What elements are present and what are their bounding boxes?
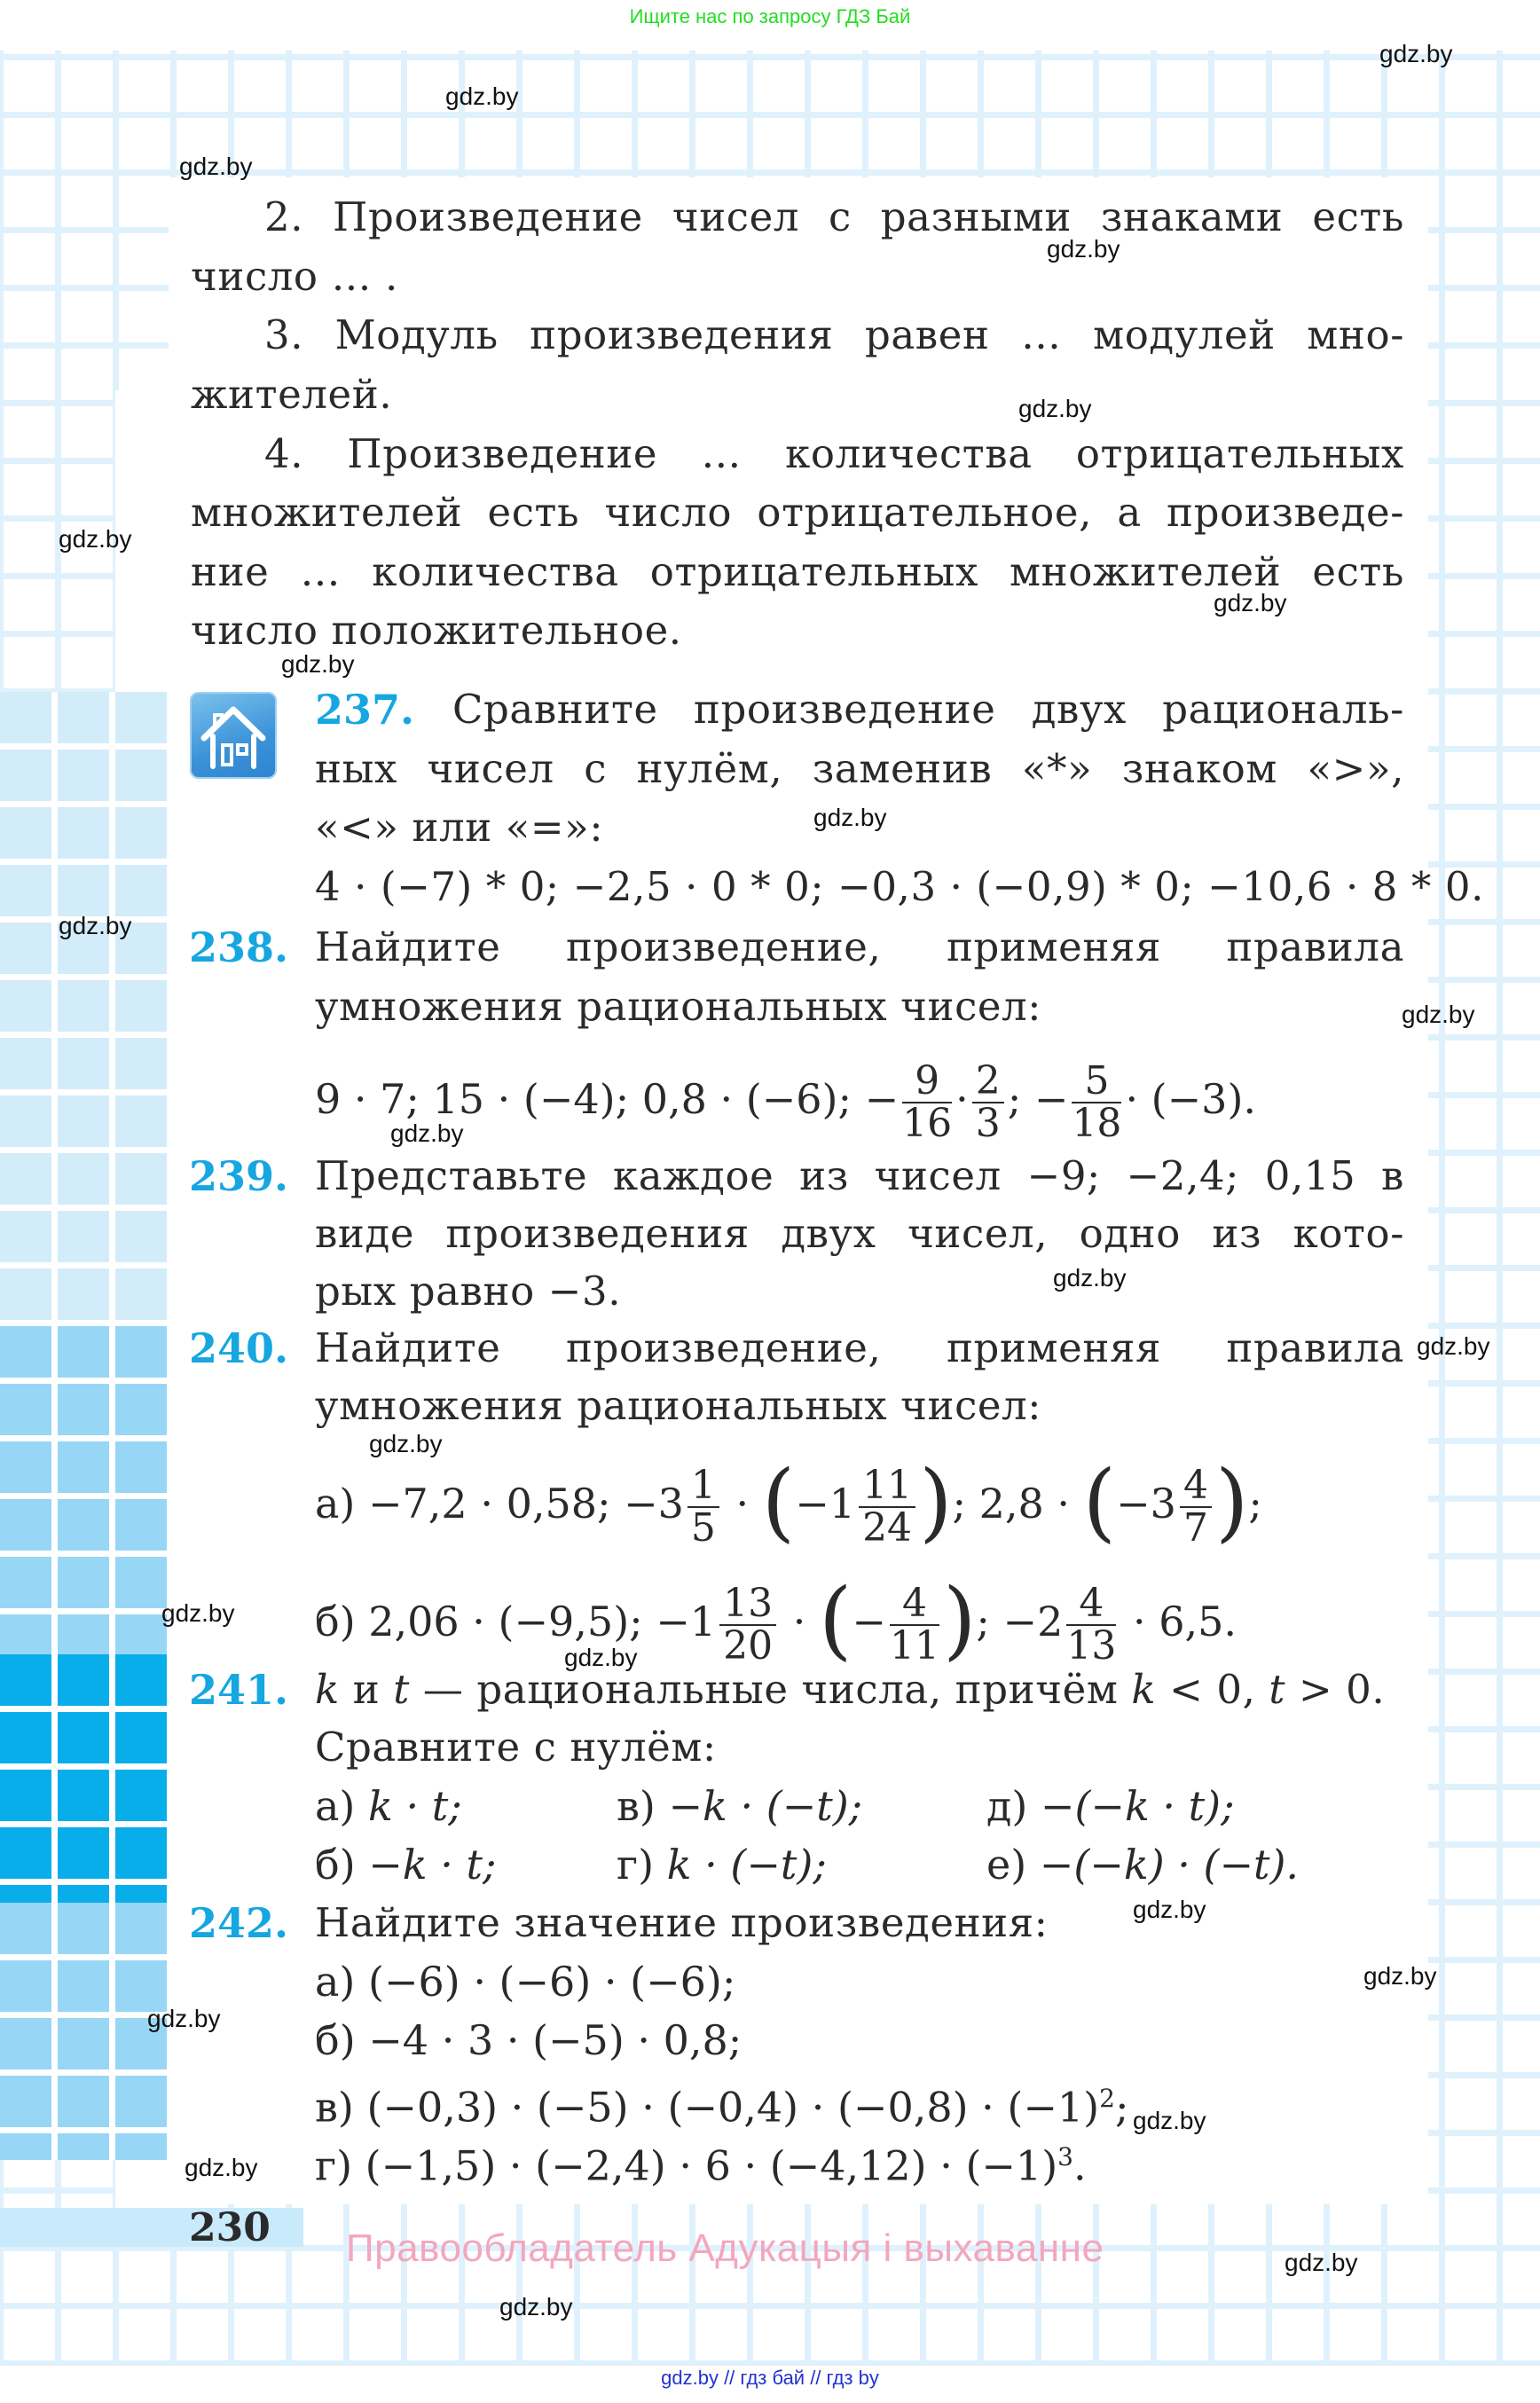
watermark: gdz.by (813, 804, 887, 831)
watermark: gdz.by (1053, 1264, 1127, 1292)
home-icon-glyph (190, 692, 277, 779)
fraction: $\frac{5}{18}$ (1072, 1058, 1122, 1146)
margin-tiles-light (0, 692, 169, 1326)
watermark: gdz.by (1417, 1332, 1490, 1360)
site-links-banner: gdz.by // гдз бай // гдз by (661, 2367, 879, 2389)
exercise-241-item-d: д) −(−k · t); (986, 1782, 1235, 1830)
exercise-241-line-1: k и t — рациональные числа, причём k < 0, t > 0. (315, 1666, 1386, 1713)
watermark: gdz.by (1133, 2107, 1206, 2134)
copyright-notice: Правообладатель Адукацыя і выхаванне (346, 2226, 1104, 2270)
exercise-242-part-a: а) (−6) · (−6) · (−6); (315, 1958, 736, 2006)
fraction: $\frac{9}{16}$ (902, 1058, 953, 1146)
watermark: gdz.by (1363, 1962, 1437, 1990)
fraction: $\frac{1}{5}$ (688, 1465, 719, 1549)
watermark: gdz.by (161, 1599, 235, 1627)
exercise-number-241: 241. (189, 1666, 289, 1714)
exercise-number-237: 237. (315, 686, 415, 734)
exercise-number-238: 238. (189, 923, 289, 971)
home-icon (190, 692, 277, 779)
watermark: gdz.by (1379, 40, 1453, 67)
exercise-240-part-a: а) −7,2 · 0,58; −3 $\frac{1}{5}$ · (−1 $\frac{11}{24}$ ); 2,8 · (−3 $\frac{4}{7}$ ); (315, 1452, 1262, 1551)
watermark: gdz.by (179, 153, 253, 180)
rule-2-line-2: число … . (191, 253, 398, 300)
exercise-242-part-v: в) $(-0,3) \cdot (-5) \cdot (-0,4) \cdot (-0,8) \cdot (-1)^2$; (315, 2083, 1129, 2132)
fraction: $\frac{2}{3}$ (972, 1061, 1004, 1144)
exercise-237-line-3: «<» или «=»: (315, 804, 604, 851)
search-banner: Ищите нас по запросу ГДЗ Бай (629, 5, 911, 27)
watermark: gdz.by (1402, 1001, 1475, 1028)
exercise-242-line-1: Найдите значение произведения: (315, 1899, 1049, 1946)
fraction: $\frac{13}{20}$ (719, 1583, 776, 1667)
margin-tiles-dark (0, 1654, 169, 1903)
exercise-238-line-2: умножения рациональных чисел: (315, 983, 1042, 1030)
exercise-242-part-b: б) −4 · 3 · (−5) · 0,8; (315, 2016, 742, 2064)
watermark: gdz.by (59, 525, 132, 553)
rule-3-line-2: жителей. (191, 371, 393, 418)
watermark: gdz.by (1214, 589, 1287, 616)
exercise-241-item-g: г) k · (−t); (617, 1841, 827, 1889)
exercise-238-line-1: Найдите произведение, применяя правила (315, 923, 1404, 970)
exercise-240-part-b: б) 2,06 · (−9,5); −1 $\frac{13}{20}$ · (− $\frac{4}{11}$ ); −2 $\frac{4}{13}$ · 6,5. (315, 1570, 1237, 1669)
rule-2-line-1: 2. Произведение чисел с разными знаками есть (264, 193, 1404, 240)
exercise-237-line-1: Сравните произведение двух рациональ- (452, 686, 1404, 733)
fraction: $\frac{4}{7}$ (1180, 1465, 1212, 1549)
exercise-237-expression: 4 · (−7) * 0; −2,5 · 0 * 0; −0,3 · (−0,9) * 0; −10,6 · 8 * 0. (315, 863, 1485, 910)
watermark: gdz.by (445, 82, 519, 110)
exercise-237-line-2: ных чисел с нулём, заменив «*» знаком «>», (315, 745, 1404, 792)
fraction: $\frac{4}{11}$ (889, 1581, 939, 1669)
rule-4-line-1: 4. Произведение … количества отрицательных (264, 430, 1404, 477)
watermark: gdz.by (281, 650, 355, 678)
exercise-241-item-b: б) −k · t; (315, 1841, 497, 1889)
watermark: gdz.by (369, 1430, 443, 1457)
exercise-240-line-1: Найдите произведение, применяя правила (315, 1324, 1404, 1371)
watermark: gdz.by (499, 2293, 573, 2321)
watermark: gdz.by (1133, 1896, 1206, 1923)
exercise-238-expression: 9 · 7; 15 · (−4); 0,8 · (−6); − $\frac{9}{16}$ · $\frac{2}{3}$ ; − $\frac{5}{18}$ · (−3). (315, 1058, 1257, 1146)
exercise-number-242: 242. (189, 1899, 289, 1947)
margin-tiles-medium-lower (0, 1903, 169, 2160)
exercise-241-item-e: е) −(−k) · (−t). (986, 1841, 1300, 1889)
fraction: $\frac{11}{24}$ (859, 1465, 915, 1549)
exercise-241-item-a: а) k · t; (315, 1782, 462, 1830)
watermark: gdz.by (185, 2154, 258, 2181)
watermark: gdz.by (147, 2005, 221, 2032)
watermark: gdz.by (564, 1644, 638, 1671)
rule-3-line-1: 3. Модуль произведения равен … модулей мно- (264, 311, 1404, 358)
rule-4-line-3: ние … количества отрицательных множителей есть (191, 548, 1404, 595)
watermark: gdz.by (1018, 395, 1092, 422)
exercise-241-line-2: Сравните с нулём: (315, 1724, 717, 1771)
rule-4-line-2: множителей есть число отрицательное, а произведе- (191, 489, 1404, 536)
exercise-241-item-v: в) −k · (−t); (617, 1782, 863, 1830)
watermark: gdz.by (390, 1119, 464, 1147)
page-number: 230 (189, 2205, 271, 2250)
exercise-239-line-2: виде произведения двух чисел, одно из кото- (315, 1210, 1404, 1257)
exercise-242-part-g: г) $(-1,5) \cdot (-2,4) \cdot 6 \cdot (-4,12) \cdot (-1)^3$. (315, 2141, 1087, 2190)
exercise-240-line-2: умножения рациональных чисел: (315, 1382, 1042, 1429)
watermark: gdz.by (1285, 2249, 1358, 2276)
exercise-239-line-1: Представьте каждое из чисел −9; −2,4; 0,15 в (315, 1152, 1404, 1199)
exercise-number-239: 239. (189, 1152, 289, 1200)
margin-tiles-medium (0, 1326, 169, 1654)
rule-4-line-4: число положительное. (191, 607, 682, 654)
watermark: gdz.by (59, 912, 132, 939)
exercise-239-line-3: рых равно −3. (315, 1268, 622, 1315)
fraction: $\frac{4}{13}$ (1066, 1581, 1117, 1669)
exercise-number-240: 240. (189, 1324, 289, 1372)
watermark: gdz.by (1047, 235, 1120, 263)
